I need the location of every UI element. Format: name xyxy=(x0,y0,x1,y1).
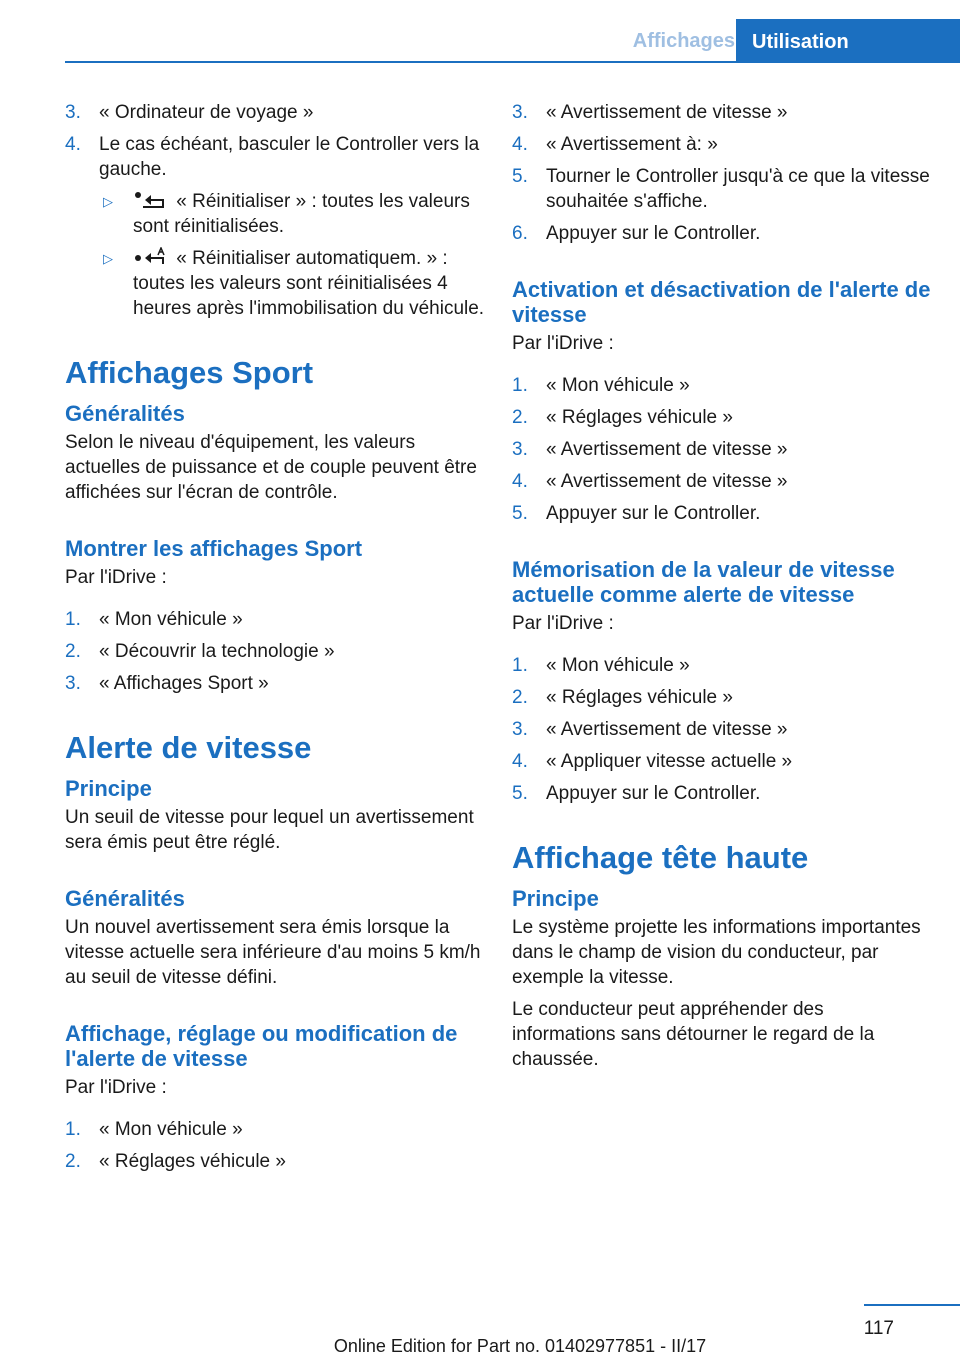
list-item: 2. « Réglages véhicule » xyxy=(512,687,733,708)
footer-edition: Online Edition for Part no. 01402977851 - II/17 xyxy=(333,1336,707,1356)
subsection-title: Principe xyxy=(65,776,152,801)
subsection-title: Généralités xyxy=(65,886,185,911)
reset-icon xyxy=(133,190,171,210)
section-title-sport: Affichages Sport xyxy=(65,355,314,390)
list-item: 1. « Mon véhicule » xyxy=(65,1119,243,1140)
paragraph: Par l'iDrive : xyxy=(65,567,167,588)
list-item: 5. Tourner le Controller jusqu'à ce que la vitesse souhaitée s'affiche. xyxy=(512,166,930,212)
list-item: 6. Appuyer sur le Controller. xyxy=(512,223,761,244)
list-item: 3. « Avertissement de vitesse » xyxy=(512,719,788,740)
list-item: 3. « Affichages Sport » xyxy=(65,673,269,694)
list-item: 4. « Avertissement à: » xyxy=(512,134,718,155)
list-item: 3. « Ordinateur de voyage » xyxy=(65,102,314,123)
list-item: 3. « Avertissement de vitesse » xyxy=(512,102,788,123)
list-item: 4. Le cas échéant, basculer le Controller vers la gauche. xyxy=(65,134,480,180)
page-header xyxy=(0,0,960,62)
list-item: 2. « Découvrir la technologie » xyxy=(65,641,335,662)
paragraph: Le système projette les informations importantes dans le champ de vision du conducteur, par exemple la vitesse. xyxy=(512,917,921,988)
section-title-hud: Affichage tête haute xyxy=(512,840,809,875)
paragraph: Selon le niveau d'équipement, les valeurs actuelles de puissance et de couple peuvent être affichées sur l'écran de contrôle. xyxy=(65,432,477,503)
list-item: 1. « Mon véhicule » xyxy=(65,609,243,630)
right-column xyxy=(512,100,932,1079)
triangle-bullet-icon: ▷ xyxy=(103,194,113,209)
paragraph: Par l'iDrive : xyxy=(65,1077,167,1098)
subsection-title: Principe xyxy=(512,886,599,911)
list-item: 2. « Réglages véhicule » xyxy=(65,1151,286,1172)
paragraph: Par l'iDrive : xyxy=(512,333,614,354)
list-item: 1. « Mon véhicule » xyxy=(512,375,690,396)
paragraph: Le conducteur peut appréhender des informations sans détourner le regard de la chaussée. xyxy=(512,999,875,1070)
paragraph: Par l'iDrive : xyxy=(512,613,614,634)
page-number-divider xyxy=(864,1304,960,1306)
subsection-title: Affichage, réglage ou modification de l'alerte de vitesse xyxy=(65,1021,458,1071)
list-item: 5. Appuyer sur le Controller. xyxy=(512,503,761,524)
list-item: 4. « Avertissement de vitesse » xyxy=(512,471,788,492)
sub-list-item: ▷ « Réinitialiser » : toutes les valeurs sont réinitialisées. xyxy=(103,191,470,237)
subsection-title: Mémorisation de la valeur de vitesse actuelle comme alerte de vitesse xyxy=(512,557,895,607)
page-number: 117 xyxy=(863,1318,894,1339)
subsection-title: Généralités xyxy=(65,401,185,426)
auto-reset-icon xyxy=(133,247,171,267)
subsection-title: Activation et désactivation de l'alerte de vitesse xyxy=(512,277,931,327)
paragraph: Un nouvel avertissement sera émis lorsque la vitesse actuelle sera inférieure d'au moins 5 km/h au seuil de vitesse défini. xyxy=(65,917,481,988)
list-item: 1. « Mon véhicule » xyxy=(512,655,690,676)
tab-affichages[interactable]: Affichages xyxy=(632,30,735,52)
triangle-bullet-icon: ▷ xyxy=(103,251,113,266)
list-item: 5. Appuyer sur le Controller. xyxy=(512,783,761,804)
list-item: 4. « Appliquer vitesse actuelle » xyxy=(512,751,793,772)
sub-list-item: ▷ « Réinitialiser automatiquem. » : toutes les valeurs sont réinitialisées 4 heures après l'immobilisation du véhicule. xyxy=(103,248,485,319)
paragraph: Un seuil de vitesse pour lequel un avertissement sera émis peut être réglé. xyxy=(65,807,474,853)
left-column xyxy=(65,100,485,1181)
section-title-alerte: Alerte de vitesse xyxy=(65,730,312,765)
tab-utilisation[interactable]: Utilisation xyxy=(736,19,960,62)
list-item: 3. « Avertissement de vitesse » xyxy=(512,439,788,460)
list-item: 2. « Réglages véhicule » xyxy=(512,407,733,428)
header-divider xyxy=(65,61,960,63)
subsection-title: Montrer les affichages Sport xyxy=(65,536,363,561)
